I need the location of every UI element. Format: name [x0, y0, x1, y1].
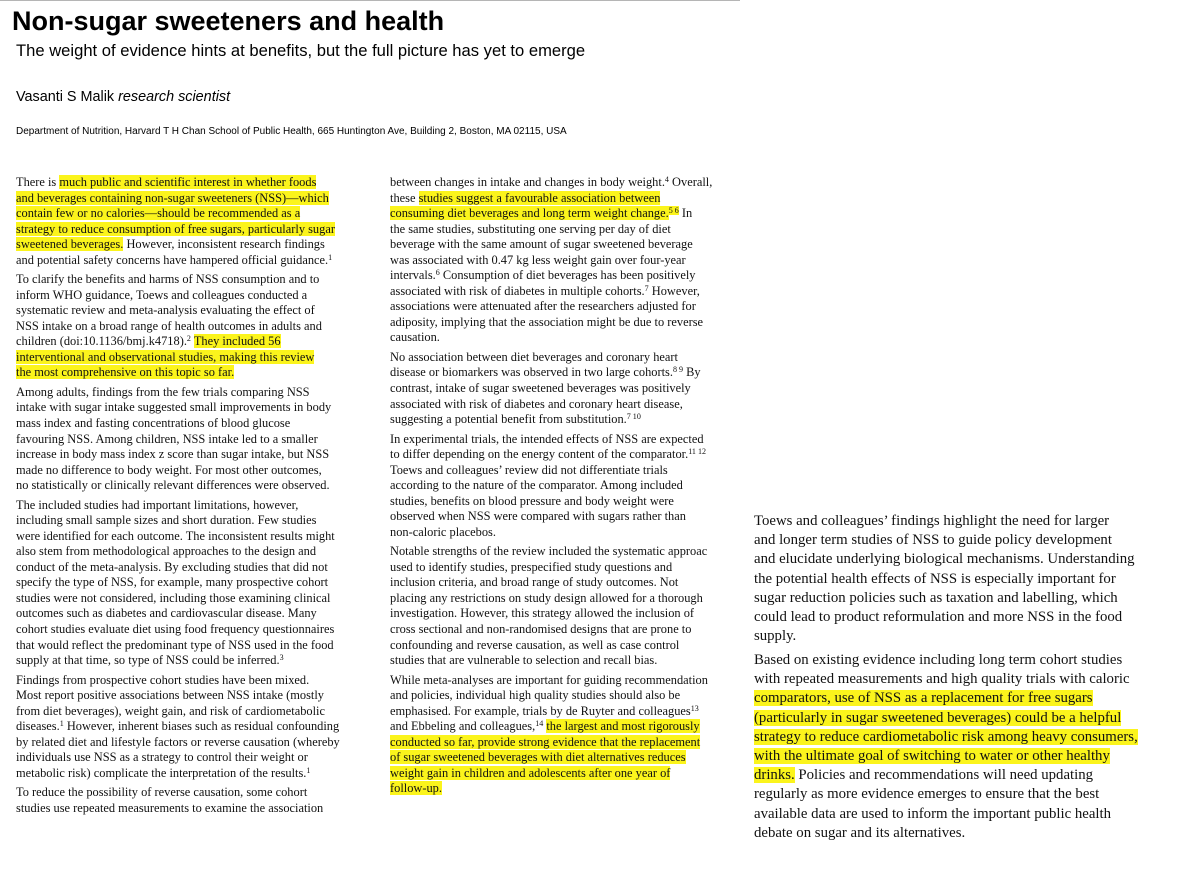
text-line	[16, 272, 371, 288]
text-segment: Policies and recommendations will need updating	[794, 767, 1094, 784]
text-segment: including small sample sizes and short duration. Few studies	[16, 513, 317, 528]
paragraph	[390, 350, 750, 428]
author-name: Vasanti S Malik	[16, 89, 115, 105]
text-line	[754, 670, 1194, 689]
text-segment: according to the nature of the comparator. Among included	[390, 478, 683, 493]
text-line	[16, 638, 371, 654]
text-line	[390, 191, 750, 207]
highlighted-text: weight gain in children and adolescents after one year of	[390, 765, 671, 780]
text-line	[16, 416, 371, 432]
text-line	[390, 299, 750, 315]
highlighted-text: and beverages containing non-sugar sweeteners (NSS)—which	[16, 190, 329, 205]
text-line	[390, 253, 750, 269]
text-line	[16, 704, 371, 720]
text-line	[754, 805, 1194, 824]
citation-ref: 6	[435, 268, 440, 278]
text-line	[16, 350, 371, 366]
text-segment: mass index and fasting concentrations of blood glucose	[16, 415, 291, 430]
text-line	[390, 284, 750, 300]
paragraph	[390, 544, 750, 668]
text-segment: However,	[648, 283, 700, 298]
text-line	[16, 334, 371, 350]
text-line	[754, 570, 1194, 589]
text-line	[16, 513, 371, 529]
text-line	[390, 750, 750, 766]
text-segment: cross sectional and non-randomised designs that are prone to	[390, 621, 692, 636]
text-segment: adiposity, implying that the association might be due to reverse	[390, 314, 704, 329]
highlighted-text: of sugar sweetened beverages with diet alternatives reduces	[390, 750, 686, 765]
paragraph	[754, 651, 1194, 843]
citation-ref: 8 9	[672, 365, 684, 375]
text-segment: However, inherent biases such as residual confounding	[63, 719, 340, 734]
text-line	[390, 591, 750, 607]
text-line	[390, 719, 750, 735]
text-line	[390, 412, 750, 428]
text-line	[16, 463, 371, 479]
highlighted-text: with the ultimate goal of switching to water or other healthy	[754, 747, 1110, 764]
text-line	[16, 622, 371, 638]
text-segment: intake with sugar intake suggested small improvements in body	[16, 400, 332, 415]
text-column-right	[754, 512, 1194, 847]
text-line	[754, 627, 1194, 646]
text-line	[754, 608, 1194, 627]
text-line	[390, 704, 750, 720]
text-line	[390, 330, 750, 346]
article-title: Non-sugar sweeteners and health	[12, 6, 445, 36]
text-line	[390, 560, 750, 576]
highlighted-text: contain few or no calories—should be recommended as a	[16, 206, 301, 221]
highlighted-text: much public and scientific interest in whether foods	[59, 175, 317, 189]
text-line	[16, 591, 371, 607]
highlighted-text: conducted so far, provide strong evidence that the replacement	[390, 734, 701, 749]
text-segment: used to identify studies, prespecified study questions and	[390, 559, 673, 574]
text-segment: contrast, intake of sugar sweetened beverages was positively	[390, 381, 691, 395]
text-line	[16, 766, 371, 782]
citation-ref: 3	[279, 653, 284, 663]
citation-ref: 2	[186, 334, 191, 344]
text-segment: To reduce the possibility of reverse causation, some cohort	[16, 785, 308, 800]
text-segment: Findings from prospective cohort studies have been mixed.	[16, 672, 310, 687]
text-line	[390, 766, 750, 782]
highlighted-text: interventional and observational studies, making this review	[16, 349, 315, 364]
text-line	[16, 253, 371, 269]
text-segment: individuals use NSS as a strategy to control their weight or	[16, 750, 308, 765]
text-column-middle	[390, 175, 750, 801]
paragraph	[16, 385, 371, 494]
author-role: research scientist	[118, 89, 231, 105]
article-subtitle: The weight of evidence hints at benefits, but the full picture has yet to emerge	[16, 41, 586, 60]
text-segment: and potential safety concerns have hampered official guidance.	[16, 252, 329, 267]
text-segment: with repeated measurements and high quality trials with caloric	[754, 671, 1130, 688]
text-line	[754, 747, 1194, 766]
text-line	[754, 589, 1194, 608]
text-line	[754, 824, 1194, 843]
paragraph	[754, 512, 1194, 646]
text-line	[390, 315, 750, 331]
highlighted-text: strategy to reduce consumption of free sugars, particularly sugar	[16, 221, 335, 236]
text-segment: The included studies had important limitations, however,	[16, 497, 299, 512]
text-segment: cohort studies evaluate diet using food frequency questionnaires	[16, 621, 335, 636]
text-line	[390, 653, 750, 669]
citation-ref: 7 10	[626, 412, 641, 422]
citation-ref: 7	[644, 283, 649, 293]
paragraph	[16, 175, 371, 268]
text-segment: Toews and colleagues’ review did not differentiate trials	[390, 462, 668, 477]
text-segment: No association between diet beverages and coronary heart	[390, 349, 678, 364]
highlighted-text: They included 56	[193, 334, 281, 349]
paragraph	[390, 432, 750, 541]
text-line	[16, 478, 371, 494]
text-line	[390, 268, 750, 284]
text-segment: Overall,	[668, 175, 713, 189]
text-segment: by related diet and lifestyle factors or reverse causation (whereby	[16, 734, 340, 749]
highlighted-text: comparators, use of NSS as a replacement for free sugars	[754, 690, 1093, 707]
citation-ref: 11 12	[688, 447, 707, 457]
text-line	[16, 750, 371, 766]
text-segment: non-caloric placebos.	[390, 524, 496, 539]
text-segment: associated with risk of diabetes in multiple cohorts.	[390, 283, 645, 298]
text-line	[390, 781, 750, 797]
text-line	[390, 544, 750, 560]
citation-ref: 5 6	[668, 206, 679, 216]
text-segment: studies were not considered, including those examining clinical	[16, 590, 331, 605]
text-line	[390, 381, 750, 397]
text-line	[16, 529, 371, 545]
text-segment: There is	[16, 175, 60, 189]
text-line	[390, 688, 750, 704]
text-line	[754, 550, 1194, 569]
text-segment: Consumption of diet beverages has been positively	[439, 268, 696, 283]
highlighted-text: consuming diet beverages and long term weight change.	[390, 206, 669, 221]
highlighted-text: strategy to reduce cardiometabolic risk among heavy consumers,	[754, 728, 1138, 745]
text-segment: these	[390, 190, 419, 205]
text-segment: Notable strengths of the review included the systematic approac	[390, 544, 708, 559]
text-segment: intervals.	[390, 268, 436, 283]
text-line	[754, 766, 1194, 785]
text-segment: specify the type of NSS, for example, many prospective cohort	[16, 575, 329, 590]
text-segment: metabolic risk) complicate the interpretation of the results.	[16, 765, 307, 780]
text-segment: By	[683, 365, 701, 380]
text-segment: suggesting a potential benefit from substitution.	[390, 412, 627, 427]
text-segment: supply at that time, so type of NSS could be inferred.	[16, 653, 280, 668]
text-segment: associated with risk of diabetes and coronary heart disease,	[390, 396, 683, 411]
text-line	[16, 560, 371, 576]
highlighted-text: studies suggest a favourable association between	[418, 190, 661, 205]
text-line	[16, 498, 371, 514]
text-line	[16, 175, 371, 191]
text-segment: Among adults, findings from the few trials comparing NSS	[16, 384, 310, 399]
paragraph	[390, 673, 750, 797]
author-affiliation: Department of Nutrition, Harvard T H Chan School of Public Health, 665 Huntington Ave, Building 2, Boston, MA 02115, USA	[16, 126, 567, 137]
text-segment: regularly as more evidence emerges to ensure that the best	[754, 786, 1100, 803]
text-line	[754, 689, 1194, 708]
text-line	[16, 206, 371, 222]
text-segment: made no difference to body weight. For most other outcomes,	[16, 462, 322, 477]
text-line	[16, 237, 371, 253]
text-segment: In	[678, 206, 693, 221]
text-segment: also stem from methodological approaches to the design and	[16, 544, 317, 559]
text-line	[754, 512, 1194, 531]
text-segment: was associated with 0.47 kg less weight gain over four-year	[390, 252, 686, 267]
text-line	[16, 447, 371, 463]
text-line	[390, 735, 750, 751]
text-line	[16, 385, 371, 401]
text-line	[16, 303, 371, 319]
text-line	[16, 544, 371, 560]
text-line	[390, 673, 750, 689]
text-line	[390, 206, 750, 222]
text-segment: children (doi:10.1136/bmj.k4718).	[16, 334, 187, 349]
text-segment: outcomes such as diabetes and cardiovascular disease. Many	[16, 606, 317, 621]
text-line	[16, 319, 371, 335]
highlighted-text: drinks.	[754, 767, 795, 784]
highlighted-text: sweetened beverages.	[16, 237, 124, 252]
text-segment: However, inconsistent research findings	[123, 237, 325, 252]
text-line	[16, 673, 371, 689]
text-segment: Most report positive associations between NSS intake (mostly	[16, 688, 325, 703]
text-line	[16, 432, 371, 448]
text-segment: and elucidate underlying biological mechanisms. Understanding	[754, 551, 1135, 568]
text-line	[390, 463, 750, 479]
text-segment: and policies, individual high quality studies should also be	[390, 688, 681, 703]
text-line	[390, 222, 750, 238]
text-segment: favouring NSS. Among children, NSS intake led to a smaller	[16, 431, 318, 446]
text-segment: diseases.	[16, 719, 60, 734]
text-segment: Toews and colleagues’ findings highlight the need for larger	[754, 513, 1110, 529]
text-segment: between changes in intake and changes in body weight.	[390, 175, 665, 189]
text-line	[16, 575, 371, 591]
text-line	[390, 397, 750, 413]
text-line	[390, 432, 750, 448]
text-segment: that would reflect the predominant type of NSS used in the food	[16, 637, 334, 652]
text-line	[754, 728, 1194, 747]
text-line	[390, 525, 750, 541]
text-line	[16, 606, 371, 622]
highlighted-text: follow-up.	[390, 781, 442, 796]
text-segment: from diet beverages), weight gain, and risk of cardiometabolic	[16, 703, 325, 718]
text-segment: and longer term studies of NSS to guide policy development	[754, 532, 1112, 549]
text-line	[16, 785, 371, 801]
text-line	[390, 494, 750, 510]
paragraph	[390, 175, 750, 346]
text-line	[390, 622, 750, 638]
text-segment: debate on sugar and its alternatives.	[754, 824, 966, 841]
text-line	[16, 288, 371, 304]
highlighted-text: (particularly in sugar sweetened beverages) could be a helpful	[754, 709, 1122, 726]
text-line	[390, 175, 750, 191]
highlighted-text: the largest and most rigorously	[546, 719, 700, 734]
text-segment: investigation. However, this strategy allowed the inclusion of	[390, 606, 695, 621]
text-segment: supply.	[754, 628, 797, 645]
text-segment: the same studies, substituting one serving per day of diet	[390, 221, 671, 236]
text-line	[390, 237, 750, 253]
citation-ref: 1	[306, 765, 311, 775]
text-segment: placing any restrictions on study design allowed for a thorough	[390, 590, 703, 605]
text-line	[390, 638, 750, 654]
text-line	[16, 653, 371, 669]
text-line	[16, 801, 371, 817]
text-segment: increase in body mass index z score than sugar intake, but NSS	[16, 447, 330, 462]
text-line	[16, 365, 371, 381]
text-line	[16, 191, 371, 207]
text-line	[16, 688, 371, 704]
text-line	[390, 350, 750, 366]
text-segment: In experimental trials, the intended effects of NSS are expected	[390, 431, 704, 446]
author-line	[16, 87, 230, 107]
text-segment: the potential health effects of NSS is especially important for	[754, 570, 1116, 587]
text-segment: emphasised. For example, trials by de Ruyter and colleagues	[390, 703, 691, 718]
text-line	[390, 575, 750, 591]
text-segment: beverage with the same amount of sugar sweetened beverage	[390, 237, 693, 252]
citation-ref: 4	[664, 174, 669, 184]
citation-ref: 1	[59, 719, 64, 729]
text-line	[390, 447, 750, 463]
text-segment: conduct of the meta-analysis. By excluding studies that did not	[16, 559, 328, 574]
text-segment: Based on existing evidence including long term cohort studies	[754, 651, 1123, 668]
text-segment: to differ depending on the energy content of the comparator.	[390, 447, 689, 462]
text-line	[754, 651, 1194, 670]
citation-ref: 14	[535, 719, 544, 729]
text-line	[390, 509, 750, 525]
text-line	[754, 785, 1194, 804]
text-column-left	[16, 175, 371, 820]
text-line	[390, 365, 750, 381]
text-line	[16, 222, 371, 238]
paragraph	[16, 498, 371, 669]
text-segment: no statistically or clinically relevant differences were observed.	[16, 478, 330, 493]
text-segment: While meta-analyses are important for guiding recommendation	[390, 672, 708, 687]
text-segment: sugar reduction policies such as taxation and labelling, which	[754, 589, 1118, 606]
text-segment: and Ebbeling and colleagues,	[390, 719, 536, 734]
text-line	[16, 735, 371, 751]
text-segment: confounding and reverse causation, as well as case control	[390, 637, 680, 652]
text-segment: To clarify the benefits and harms of NSS consumption and to	[16, 272, 320, 287]
citation-ref: 13	[690, 703, 699, 713]
text-segment: disease or biomarkers was observed in two large cohorts.	[390, 365, 673, 380]
citation-ref: 1	[328, 252, 333, 262]
text-segment: studies that are vulnerable to selection and recall bias.	[390, 653, 658, 668]
text-segment: NSS intake on a broad range of health outcomes in adults and	[16, 318, 322, 333]
text-line	[390, 478, 750, 494]
text-line	[754, 531, 1194, 550]
text-line	[754, 709, 1194, 728]
text-segment: systematic review and meta-analysis evaluating the effect of	[16, 303, 315, 318]
text-segment: could lead to product reformulation and more NSS in the food	[754, 609, 1123, 626]
text-segment: inclusion criteria, and broad range of study outcomes. Not	[390, 575, 679, 590]
text-line	[16, 719, 371, 735]
paragraph	[16, 272, 371, 381]
text-segment: associations were attenuated after the researchers adjusted for	[390, 299, 696, 314]
highlighted-text: the most comprehensive on this topic so far.	[16, 365, 235, 380]
text-segment: available data are used to inform the important public health	[754, 805, 1112, 822]
text-line	[390, 606, 750, 622]
text-segment: causation.	[390, 330, 440, 345]
text-segment: observed when NSS were compared with sugars rather than	[390, 509, 686, 524]
text-segment: studies, benefits on blood pressure and body weight were	[390, 493, 674, 508]
paragraph	[16, 673, 371, 782]
paragraph	[16, 785, 371, 816]
text-segment: inform WHO guidance, Toews and colleagues conducted a	[16, 287, 308, 302]
text-line	[16, 400, 371, 416]
text-segment: were identified for each outcome. The inconsistent results might	[16, 528, 335, 543]
text-segment: studies use repeated measurements to examine the association	[16, 800, 324, 815]
